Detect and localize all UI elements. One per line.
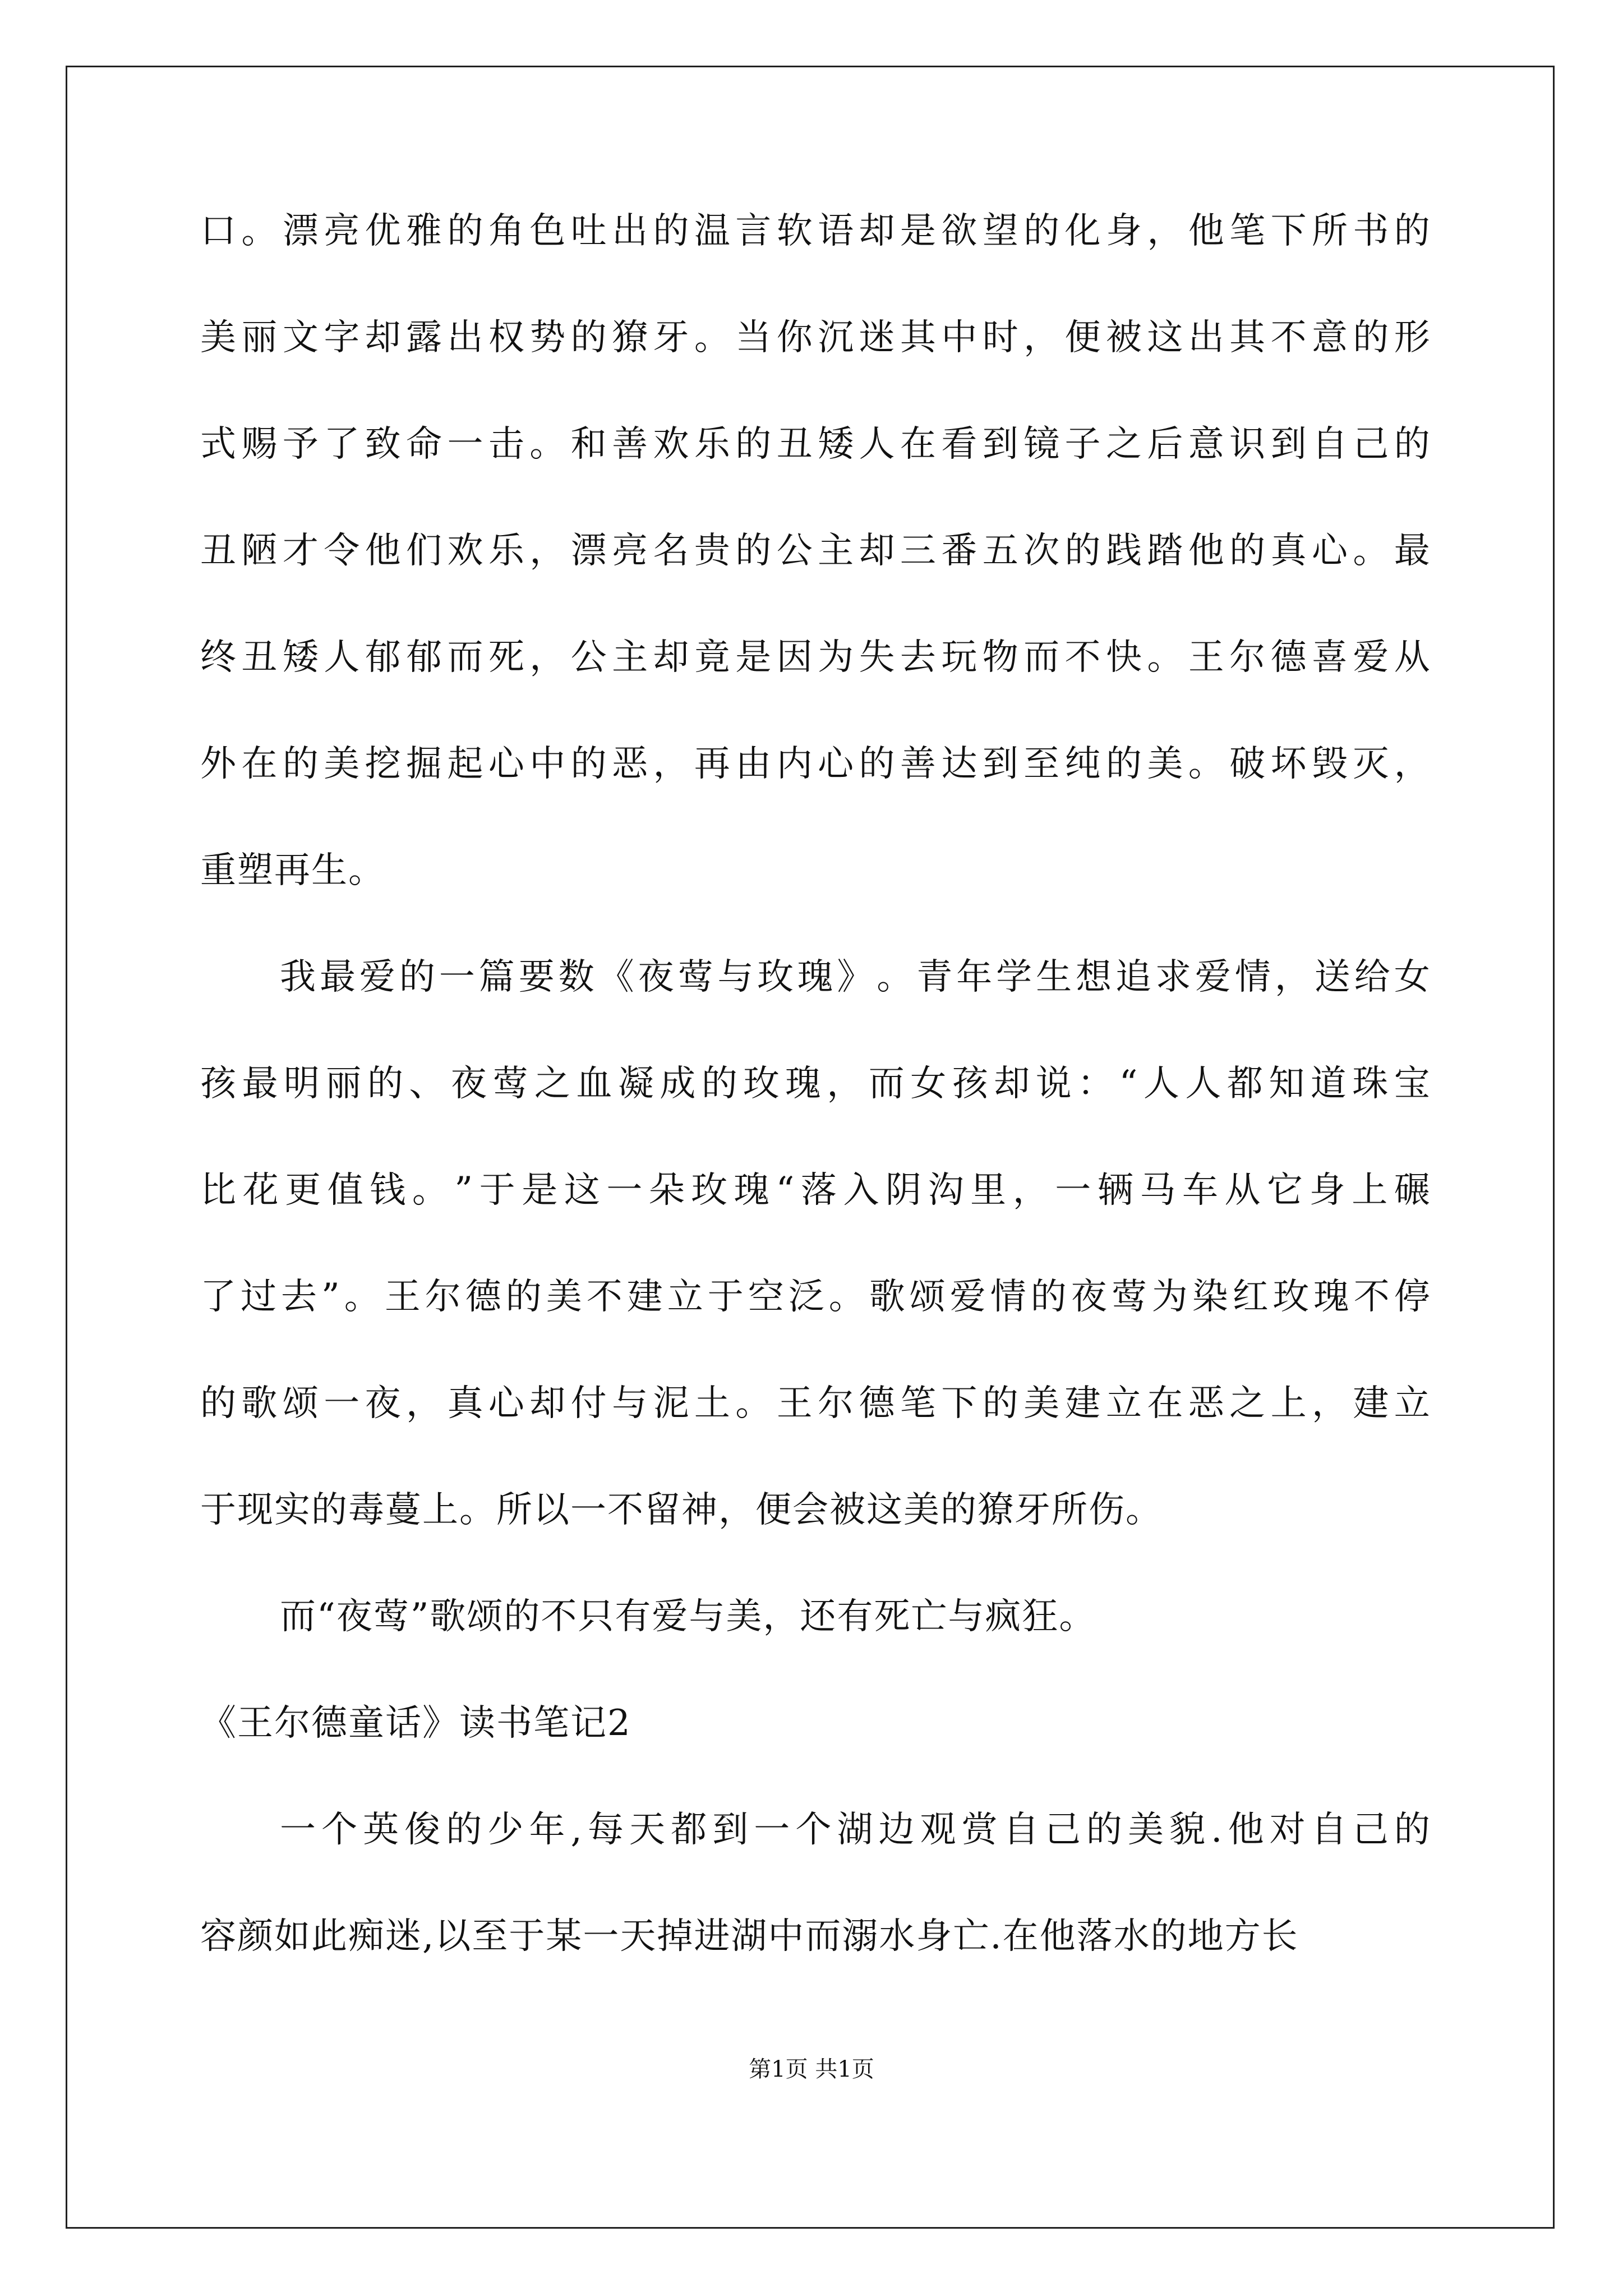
paragraph-line: 比 花 更 值 钱 。 ” 于 是 这 一 朵 玫 瑰 “ 落 入 阴 沟 里 ， 一 辆 马 车 从 它 身 上 碾 xyxy=(200,1170,1431,1211)
paragraph-line: 而“夜莺”歌颂的不只有爱与美，还有死亡与疯狂。 xyxy=(280,1596,1096,1637)
document-body xyxy=(200,210,1431,2025)
paragraph-line: 终 丑 矮 人 郁 郁 而 死 ， 公 主 却 竟 是 因 为 失 去 玩 物 而 不 快 。 王 尔 德 喜 爱 从 xyxy=(200,637,1431,678)
paragraph-line: 的 歌 颂 一 夜 ， 真 心 却 付 与 泥 土 。 王 尔 德 笔 下 的 美 建 立 在 恶 之 上 ， 建 立 xyxy=(200,1383,1431,1424)
paragraph-line: 一 个 英 俊 的 少 年 , 每 天 都 到 一 个 湖 边 观 赏 自 己 的 美 貌 . 他 对 自 己 的 xyxy=(280,1809,1431,1851)
paragraph-line: 外 在 的 美 挖 掘 起 心 中 的 恶 ， 再 由 内 心 的 善 达 到 至 纯 的 美 。 破 坏 毁 灭 ， xyxy=(200,743,1431,785)
paragraph-line: 重塑再生。 xyxy=(200,850,385,891)
paragraph-line: 《王尔德童话》读书笔记2 xyxy=(200,1703,631,1744)
page-footer: 第1页 共1页 xyxy=(749,2056,874,2082)
paragraph-line: 于现实的毒蔓上。所以一不留神，便会被这美的獠牙所伤。 xyxy=(200,1489,1163,1531)
paragraph-line: 美 丽 文 字 却 露 出 权 势 的 獠 牙 。 当 你 沉 迷 其 中 时 ， 便 被 这 出 其 不 意 的 形 xyxy=(200,317,1431,358)
paragraph-line: 容颜如此痴迷,以至于某一天掉进湖中而溺水身亡.在他落水的地方长 xyxy=(200,1916,1299,1957)
paragraph-line: 口 。 漂 亮 优 雅 的 角 色 吐 出 的 温 言 软 语 却 是 欲 望 的 化 身 ， 他 笔 下 所 书 的 xyxy=(200,210,1431,252)
paragraph-line: 孩 最 明 丽 的 、 夜 莺 之 血 凝 成 的 玫 瑰 ， 而 女 孩 却 说 ： “ 人 人 都 知 道 珠 宝 xyxy=(200,1063,1431,1105)
paragraph-line: 丑 陋 才 令 他 们 欢 乐 ， 漂 亮 名 贵 的 公 主 却 三 番 五 次 的 践 踏 他 的 真 心 。 最 xyxy=(200,530,1431,572)
paragraph-line: 了 过 去 ” 。 王 尔 德 的 美 不 建 立 于 空 泛 。 歌 颂 爱 情 的 夜 莺 为 染 红 玫 瑰 不 停 xyxy=(200,1276,1431,1318)
paragraph-line: 我 最 爱 的 一 篇 要 数 《 夜 莺 与 玫 瑰 》 。 青 年 学 生 想 追 求 爱 情 ， 送 给 女 xyxy=(280,956,1431,998)
paragraph-line: 式 赐 予 了 致 命 一 击 。 和 善 欢 乐 的 丑 矮 人 在 看 到 镜 子 之 后 意 识 到 自 己 的 xyxy=(200,424,1431,465)
